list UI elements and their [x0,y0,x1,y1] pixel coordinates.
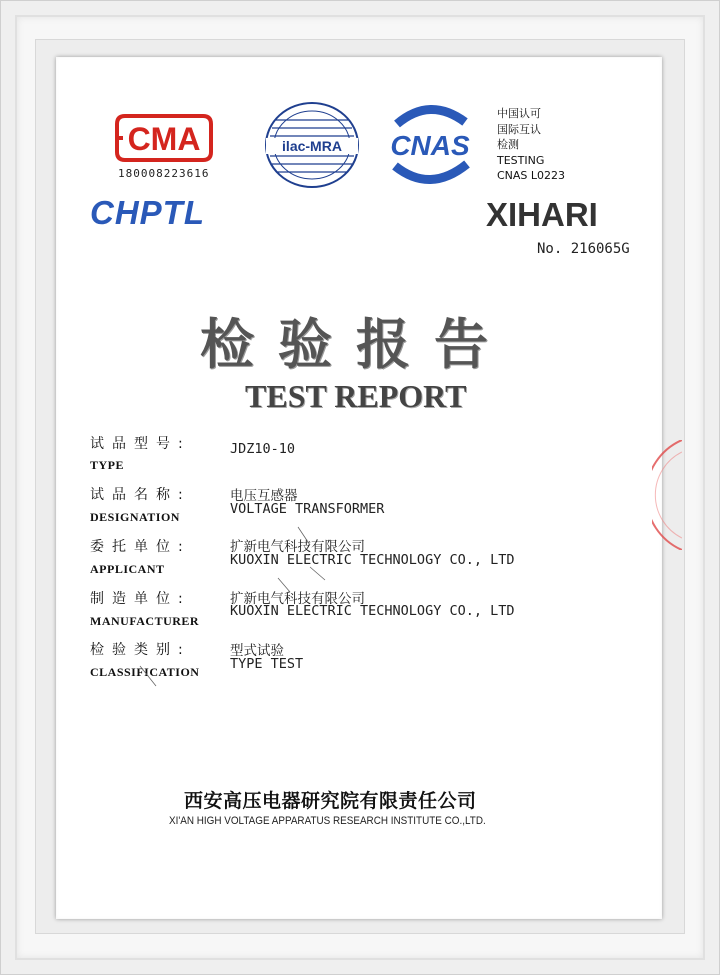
applicant-label-en: APPLICANT [90,562,165,576]
cnas-caption-line: 中国认可 [497,107,541,120]
manufacturer-value-en: KUOXIN ELECTRIC TECHNOLOGY CO., LTD [230,603,515,619]
designation-label-cn: 试品名称: [90,487,191,503]
cnas-caption-line: 检测 [497,138,519,151]
cnas-logo [375,102,485,187]
ilac-mra-logo [262,100,362,190]
red-seal-stamp [652,440,682,550]
xihari-logo: XIHARI [486,196,598,233]
report-title-en: TEST REPORT [245,378,467,414]
classification-label-cn: 检验类别: [90,642,191,658]
classification-value-cn: 型式试验 [230,643,284,659]
cnas-caption [497,106,565,184]
designation-value-cn: 电压互感器 [230,488,298,504]
applicant-value-en: KUOXIN ELECTRIC TECHNOLOGY CO., LTD [230,552,515,568]
designation-label-en: DESIGNATION [90,510,180,524]
type-label-en: TYPE [90,458,125,472]
classification-label-en: CLASSIFICATION [90,665,200,679]
cma-logo [115,112,213,164]
type-label-cn: 试品型号: [90,436,191,452]
cma-logo-text: CMA [127,121,201,157]
ilac-logo-text: ilac-MRA [282,138,342,154]
institute-name-en: XI'AN HIGH VOLTAGE APPARATUS RESEARCH INSTITUTE CO.,LTD. [169,815,486,827]
cnas-caption-line: TESTING [497,153,545,167]
report-number: No. 216065G [537,241,630,257]
type-value: JDZ10-10 [230,441,296,457]
institute-name-cn: 西安高压电器研究院有限责任公司 [184,790,477,812]
designation-value-en: VOLTAGE TRANSFORMER [230,501,385,517]
classification-value-en: TYPE TEST [230,656,304,672]
chptl-logo: CHPTL [90,194,205,231]
report-title-cn: 检验报告 [200,312,512,376]
manufacturer-label-cn: 制造单位: [90,591,191,607]
applicant-value-cn: 扩新电气科技有限公司 [230,539,365,555]
manufacturer-value-cn: 扩新电气科技有限公司 [230,591,365,607]
cnas-caption-line: 国际互认 [497,122,541,136]
cma-number: 180008223616 [118,167,210,180]
manufacturer-label-en: MANUFACTURER [90,614,200,628]
applicant-label-cn: 委托单位: [90,539,191,555]
cnas-caption-line: CNAS L0223 [497,169,566,182]
cnas-logo-text: CNAS [390,130,470,161]
